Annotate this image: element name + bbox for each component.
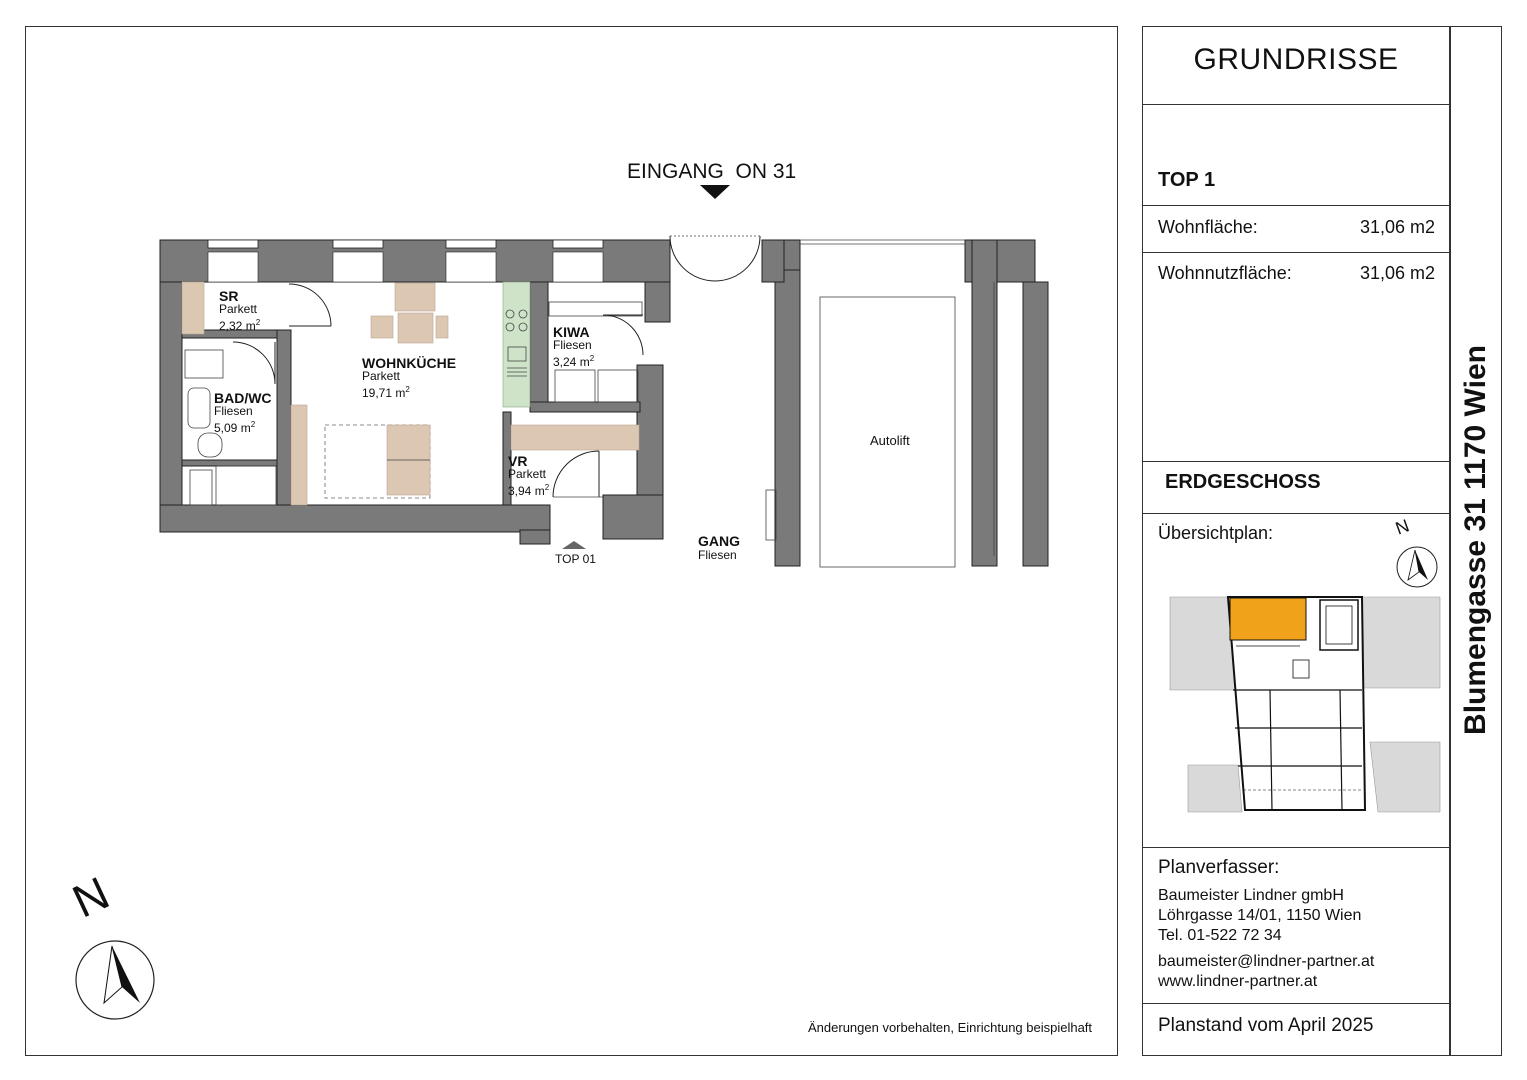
- room-kiwa: [553, 326, 594, 369]
- room-wohnkueche: [362, 357, 456, 400]
- vr-wardrobe: [511, 425, 639, 450]
- room-floor: Fliesen: [553, 338, 592, 352]
- room-name: SR: [219, 288, 239, 304]
- north-facade-wall: [160, 240, 1035, 282]
- room-name: BAD/WC: [214, 390, 272, 406]
- room-floor: Parkett: [362, 369, 401, 383]
- room-area: 2,32 $m^2$: [219, 318, 261, 333]
- entrance-label: EINGANG ON 31: [627, 160, 797, 183]
- room-area: 3,94 $m^2$: [508, 483, 550, 498]
- room-name: GANG: [698, 533, 740, 549]
- area-value: 31,06 m2: [1359, 263, 1435, 283]
- divider: [1143, 513, 1449, 514]
- autolift-label: Autolift: [870, 433, 910, 448]
- room-name: WOHNKÜCHE: [362, 355, 457, 371]
- kitchen-counter: [503, 282, 530, 407]
- area-value: 31,06 m2: [1359, 217, 1435, 237]
- author-heading: Planverfasser:: [1158, 857, 1280, 878]
- room-floor: Fliesen: [214, 404, 253, 418]
- room-area: 3,24 $m^2$: [553, 354, 595, 369]
- author-line: Tel. 01-522 72 34: [1158, 927, 1282, 944]
- plan-status: Planstand vom April 2025: [1158, 1015, 1374, 1036]
- divider: [1143, 847, 1449, 848]
- address-vertical: Blumengasse 31 1170 Wien: [1459, 345, 1492, 735]
- room-area: 19,71 $m^2$: [362, 385, 410, 400]
- author-email: baumeister@lindner-partner.at: [1158, 953, 1375, 970]
- entrance-arrow: [700, 185, 730, 199]
- overview-north-label: N: [1392, 515, 1412, 539]
- divider: [1143, 205, 1449, 206]
- author-web: www.lindner-partner.at: [1158, 973, 1318, 990]
- divider: [1143, 461, 1449, 462]
- room-vr: [508, 455, 549, 498]
- top01-arrow: [562, 541, 586, 549]
- room-floor: Parkett: [219, 302, 258, 316]
- top01-label: TOP 01: [555, 552, 596, 566]
- room-sr: [219, 290, 260, 333]
- room-name: KIWA: [553, 324, 590, 340]
- overview-label: Übersichtplan:: [1158, 523, 1274, 543]
- room-badwc: [214, 392, 272, 435]
- unit-label: TOP 1: [1158, 169, 1216, 191]
- floor-label: ERDGESCHOSS: [1165, 471, 1321, 493]
- title-block: [1142, 26, 1450, 1056]
- disclaimer-text: Änderungen vorbehalten, Einrichtung beispielhaft: [808, 1020, 1093, 1035]
- room-name: VR: [508, 453, 528, 469]
- room-gang: [698, 534, 740, 562]
- divider: [1143, 104, 1449, 105]
- sheet-title: GRUNDRISSE: [1193, 43, 1399, 76]
- room-floor: Parkett: [508, 467, 547, 481]
- divider: [1143, 252, 1449, 253]
- autolift-outline: [820, 297, 955, 567]
- area-label: Wohnfläche:: [1158, 217, 1258, 237]
- author-line: Löhrgasse 14/01, 1150 Wien: [1158, 907, 1362, 924]
- corridor-walls: [762, 240, 1048, 566]
- north-label: N: [64, 866, 117, 928]
- area-label: Wohnnutzfläche:: [1158, 263, 1292, 283]
- room-area: 5,09 $m^2$: [214, 420, 256, 435]
- sr-shelf: [182, 282, 204, 334]
- divider: [1143, 1003, 1449, 1004]
- author-line: Baumeister Lindner gmbH: [1158, 887, 1344, 904]
- north-arrow-icon: [76, 941, 154, 1019]
- room-floor: Fliesen: [698, 548, 737, 562]
